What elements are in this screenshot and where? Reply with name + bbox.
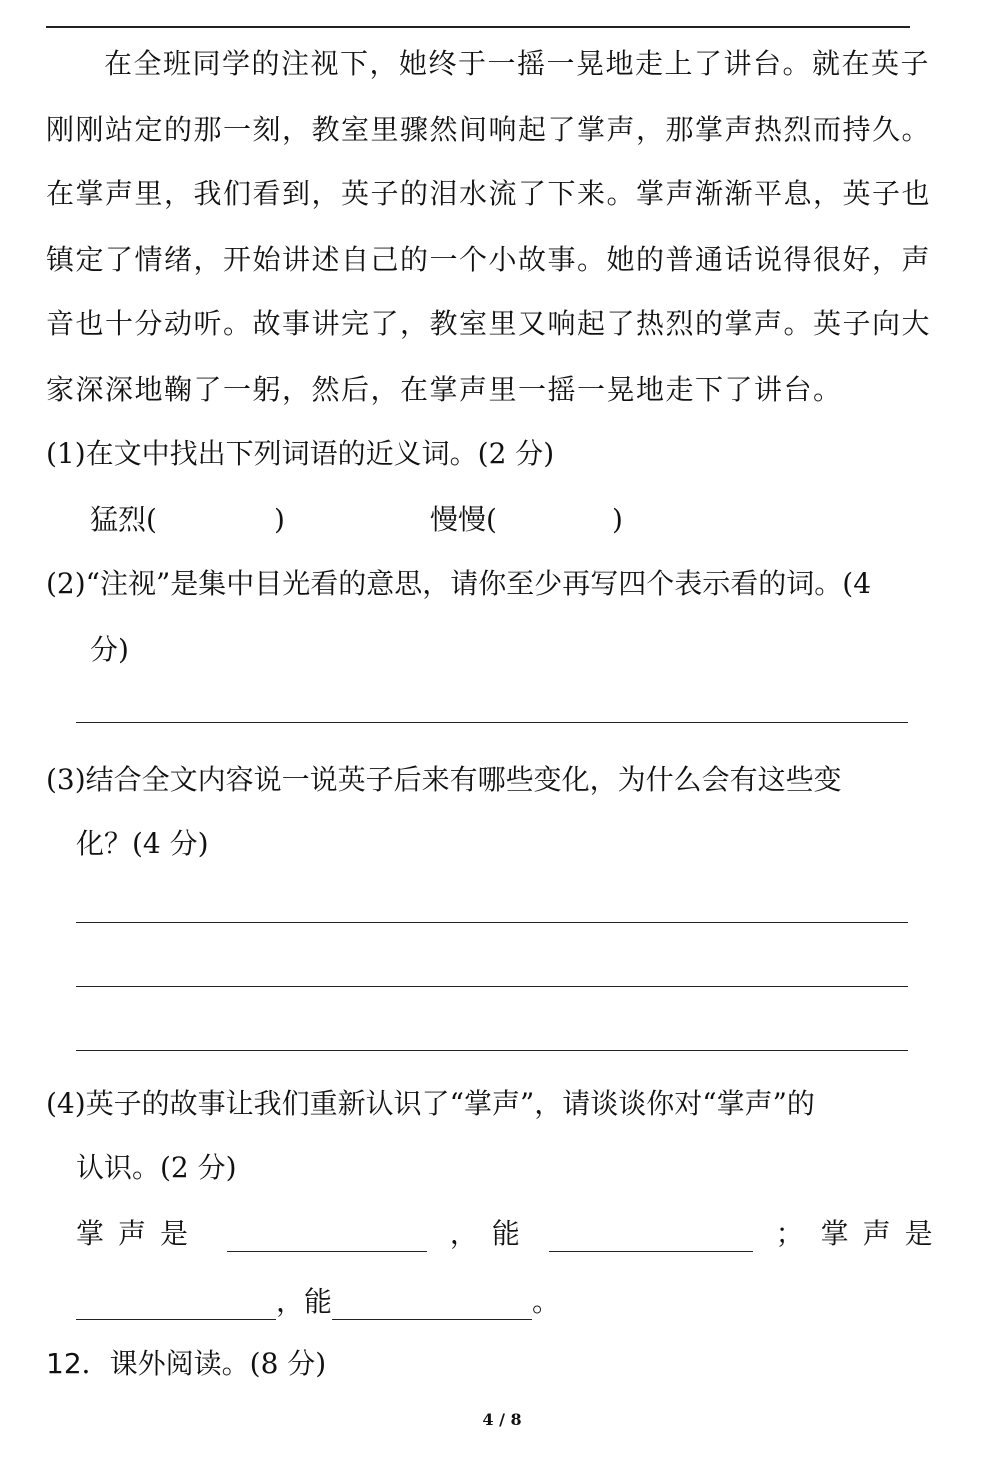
q4-fill-label-4: ，能 — [276, 1285, 333, 1318]
q1-word-2-label: 慢慢( — [430, 503, 497, 536]
section-12-number: 12． — [46, 1347, 110, 1380]
question-1: (1)在文中找出下列词语的近义词。(2 分) — [46, 437, 555, 470]
question-4-line-2: 认识。(2 分) — [76, 1151, 237, 1184]
q4-fill-end: 。 — [532, 1285, 561, 1318]
question-2-line-1: (2)“注视”是集中目光看的意思，请你至少再写四个表示看的词。(4 — [46, 567, 872, 600]
passage-line-2: 刚刚站定的那一刻，教室里骤然间响起了掌声，那掌声热烈而持久。 — [46, 113, 932, 146]
q4-fill-row-2 — [76, 1284, 560, 1320]
q4-blank-4[interactable] — [332, 1289, 532, 1320]
q4-fill-label-3: 掌声是 — [820, 1217, 947, 1250]
passage-line-6: 家深深地鞠了一躬，然后，在掌声里一摇一晃地走下了讲台。 — [46, 373, 843, 406]
passage-line-4: 镇定了情绪，开始讲述自己的一个小故事。她的普通话说得很好，声 — [46, 243, 932, 276]
page-number: 4 / 8 — [482, 1410, 522, 1429]
question-4-line-1: (4)英子的故事让我们重新认识了“掌声”，请谈谈你对“掌声”的 — [46, 1087, 815, 1120]
q1-word-1-close: ) — [274, 503, 285, 536]
q3-answer-line-1[interactable] — [76, 922, 908, 923]
q4-fill-label-1: 掌声是 — [76, 1217, 203, 1250]
q4-fill-row-1 — [76, 1216, 947, 1252]
question-2-line-2: 分) — [90, 633, 129, 666]
passage-line-3: 在掌声里，我们看到，英子的泪水流了下来。掌声渐渐平息，英子也 — [46, 177, 932, 210]
q4-blank-2[interactable] — [549, 1221, 753, 1252]
q2-answer-line[interactable] — [76, 722, 908, 723]
q4-fill-label-2: ，能 — [449, 1217, 534, 1250]
question-3-line-1: (3)结合全文内容说一说英子后来有哪些变化，为什么会有这些变 — [46, 763, 842, 796]
q4-blank-1[interactable] — [227, 1221, 427, 1252]
q1-word-2-close: ) — [612, 503, 623, 536]
q4-blank-3[interactable] — [76, 1289, 276, 1320]
q4-fill-semicolon: ； — [775, 1217, 804, 1250]
section-12-text: 课外阅读。(8 分) — [109, 1347, 327, 1380]
passage-line-5: 音也十分动听。故事讲完了，教室里又响起了热烈的掌声。英子向大 — [46, 307, 932, 340]
q3-answer-line-2[interactable] — [76, 986, 908, 987]
section-12-heading — [46, 1346, 326, 1382]
passage-line-1: 在全班同学的注视下，她终于一摇一晃地走上了讲台。就在英子 — [104, 47, 931, 80]
top-rule — [46, 26, 910, 28]
question-3-line-2: 化？(4 分) — [76, 827, 209, 860]
q3-answer-line-3[interactable] — [76, 1050, 908, 1051]
q1-word-1-label: 猛烈( — [90, 503, 157, 536]
q1-word-2 — [430, 502, 497, 538]
q1-word-1 — [90, 502, 157, 538]
